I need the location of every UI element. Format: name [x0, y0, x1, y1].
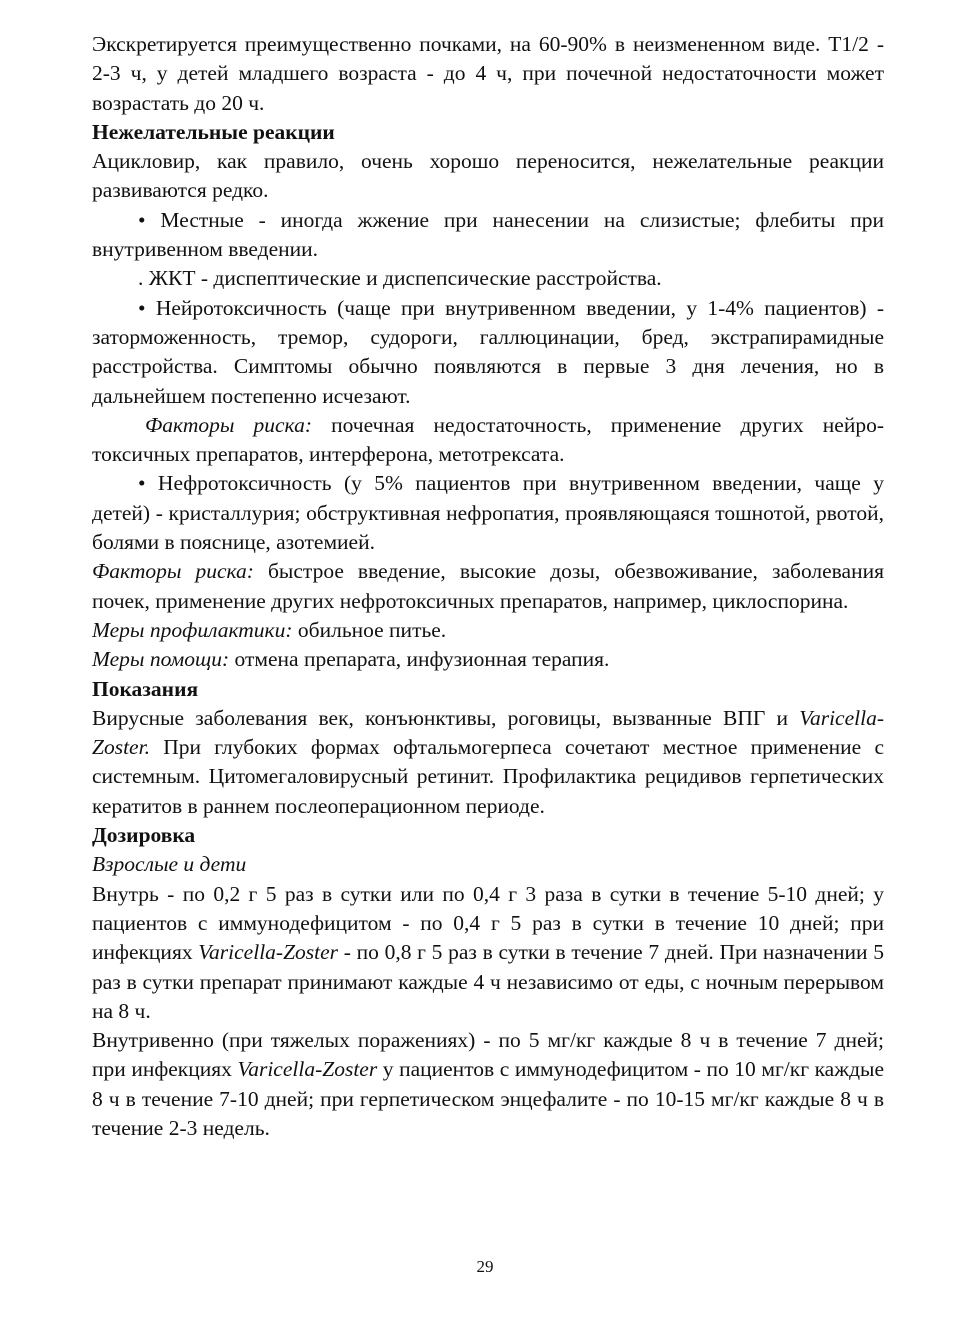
prevention-label: Меры профилактики: [92, 617, 293, 642]
iv-text-a: Внутривенно (при тяжелых поражениях) - по 5 мг/кг каждые 8 ч в течение 7 дней; при инфекциях [92, 1028, 884, 1082]
iv-virus-name: Varicella-Zoster [237, 1057, 378, 1082]
indications-text-a: Вирусные заболевания век, конъюнктивы, роговицы, вызванные ВПГ и [92, 705, 800, 730]
local-reactions-item: • Местные - иногда жжение при нанесении на слизистые; флебиты при внутривенном введении. [92, 207, 884, 262]
oral-text-a: Внутрь - по 0,2 г 5 раз в сутки или по 0,4 г 3 раза в сутки в течение 5-10 дней; у пациентов с иммунодефицитом - по 0,4 г 5 раз в сутки в течение 10 дней; при инфекциях [92, 881, 884, 965]
oral-text-b: - по 0,8 г 5 раз в сутки в течение 7 дней. При назначении 5 раз в сутки препарат принимают каждые 4 ч независимо от еды, с ночным перерывом на 8 ч. [92, 940, 884, 1023]
adverse-intro-paragraph: Ацикловир, как правило, очень хорошо переносится, нежелательные реакции развиваются редко. [92, 149, 884, 203]
indications-virus-name: Varicella-Zoster. [92, 705, 884, 760]
indications-heading: Показания [92, 676, 199, 701]
nephrotoxicity-item: • Нефротоксичность (у 5% пациентов при внутривенном введении, чаще у детей) - кристаллурия; обструктивная нефропатия, проявляющаяся тошнотой, рвотой, болями в пояснице, азотемией. [92, 471, 884, 555]
help-text: отмена препарата, инфузионная терапия. [229, 647, 610, 672]
neurotoxicity-item: • Нейротоксичность (чаще при внутривенном введении, у 1-4% пациентов) - заторможенность, тремор, судороги, галлюцинации, бред, экстрапирамидные расстройства. Симптомы обычно появляются в первые 3 дня лечения, но в дальнейшем постепенно исчезают. [92, 295, 884, 408]
prevention-text: обильное питье. [292, 617, 447, 642]
oral-dosage-paragraph [92, 880, 884, 1026]
iv-dosage-paragraph [92, 1026, 884, 1143]
nephro-risk-factors-paragraph [92, 557, 884, 616]
neuro-risk-factors-paragraph [92, 411, 884, 470]
iv-text-b: у пациентов с иммунодефицитом - по 10 мг/кг каждые 8 ч в течение 7-10 дней; при герпетическом энцефалите - по 10-15 мг/кг каждые 8 ч в течение 2-3 недель. [92, 1057, 885, 1140]
excretion-paragraph: Экскретируется преимущественно почками, на 60-90% в неизмененном виде. Т1/2 - 2-3 ч, у детей младшего возраста - до 4 ч, при почечной недостаточности может возрастать до 20 ч. [92, 32, 884, 115]
neuro-risk-label: Факторы риска: [145, 412, 312, 437]
nephro-risk-label: Факторы риска: [92, 559, 254, 584]
page-number: 29 [476, 1257, 494, 1276]
neuro-risk-text: почечная недостаточность, применение других нейро-токсичных препаратов, интерферона, метотрексата. [92, 412, 884, 467]
adverse-reactions-heading: Нежелательные реакции [92, 119, 335, 144]
help-paragraph [92, 645, 884, 674]
dosage-heading: Дозировка [92, 823, 196, 848]
indications-paragraph [92, 704, 884, 821]
gi-reactions-item: . ЖКТ - диспептические и диспепсические расстройства. [138, 266, 662, 291]
prevention-paragraph [92, 616, 884, 645]
help-label: Меры помощи: [92, 647, 230, 672]
nephro-risk-text: быстрое введение, высокие дозы, обезвоживание, заболевания почек, применение других нефротоксичных препаратов, например, циклоспорина. [92, 559, 884, 613]
indications-text-b: При глубоких формах офтальмогерпеса сочетают местное применение с системным. Цитомегаловирусный ретинит. Профилактика рецидивов герпетических кератитов в раннем послеоперационном периоде. [92, 735, 884, 818]
dosage-subheading: Взрослые и дети [92, 852, 247, 877]
oral-virus-name: Varicella-Zoster [198, 940, 339, 965]
document-page [92, 30, 884, 1143]
